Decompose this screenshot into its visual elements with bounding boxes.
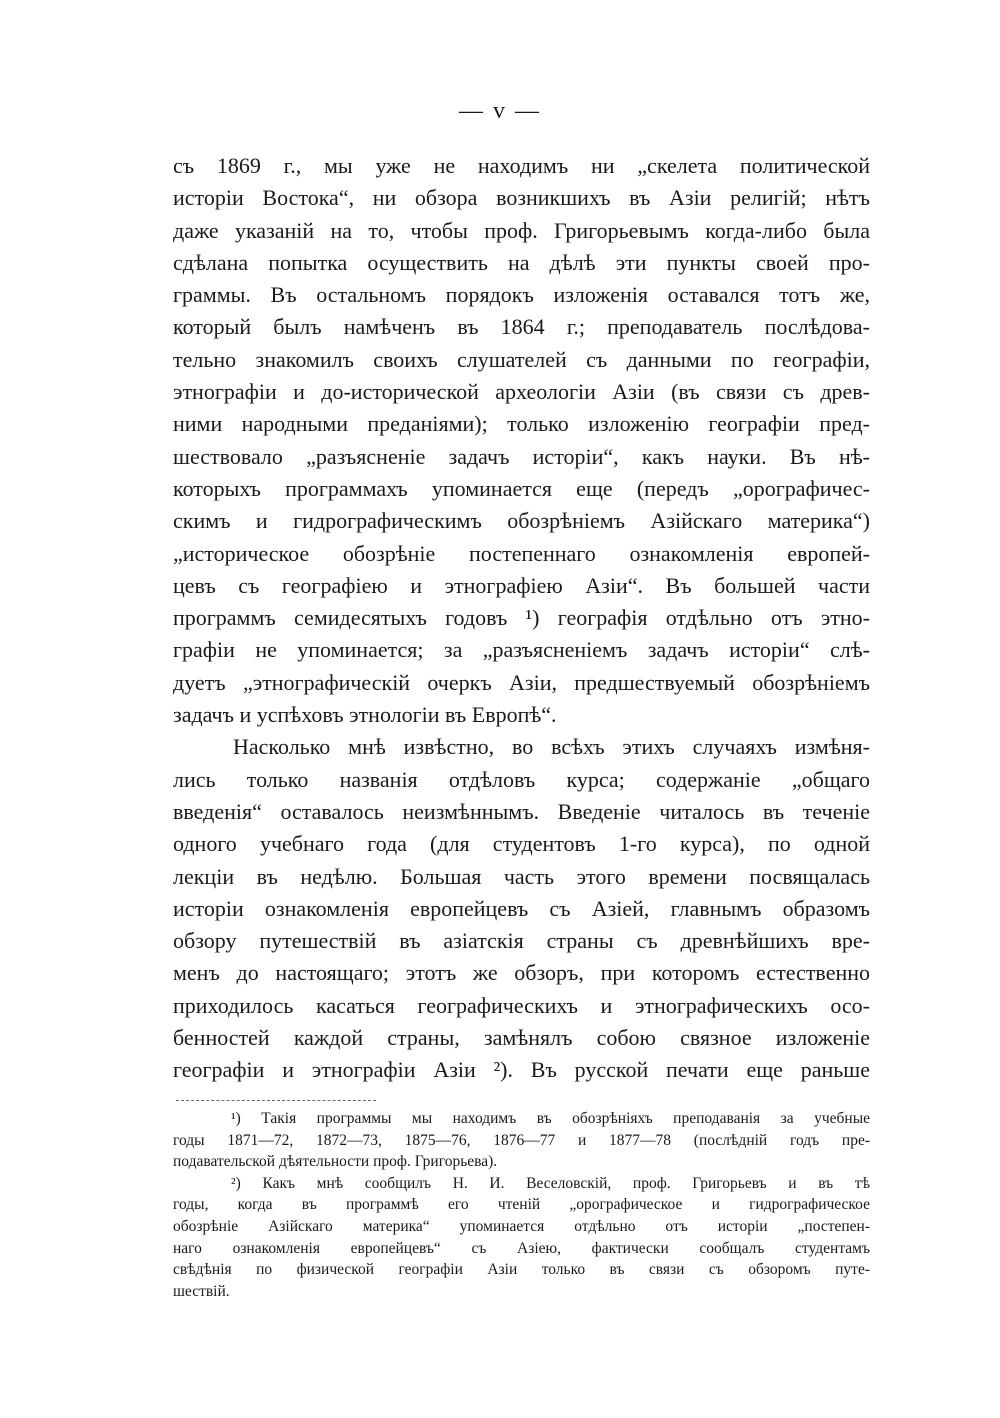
footnote-line: шествій. xyxy=(173,1282,230,1300)
body-line: введенія“ оставалось неизмѣннымъ. Введеніе читалось въ теченіе xyxy=(173,798,870,824)
body-line: географіи и этнографіи Азіи ²). Въ русской печати еще раньше xyxy=(173,1057,870,1083)
body-line: лекціи въ недѣлю. Большая часть этого времени посвящалась xyxy=(173,863,870,889)
body-line: обзору путешествій въ азіатскія страны съ древнѣйшихъ вре- xyxy=(173,928,870,954)
body-line: одного учебнаго года (для студентовъ 1-го курса), по одной xyxy=(173,831,870,857)
body-line: дуетъ „этнографическій очеркъ Азіи, предшествуемый обозрѣніемъ xyxy=(173,669,870,695)
body-line: даже указаній на то, чтобы проф. Григорьевымъ когда-либо была xyxy=(173,217,870,243)
body-line: граммы. Въ остальномъ порядокъ изложенія оставался тотъ же, xyxy=(173,282,870,308)
body-line: которыхъ программахъ упоминается еще (передъ „орографичес- xyxy=(173,475,870,501)
footnote-separator xyxy=(176,1100,376,1101)
footnote-line: годы, когда въ программѣ его чтеній „орографическое и гидрографическое xyxy=(173,1196,870,1214)
footnote-line: наго ознакомленія европейцевъ“ съ Азіею, фактически сообщалъ студентамъ xyxy=(173,1239,870,1257)
body-line: графіи не упоминается; за „разъясненіемъ задачъ исторіи“ слѣ- xyxy=(173,637,870,663)
footnote-line: обозрѣніе Азійскаго материка“ упоминается отдѣльно отъ исторіи „постепен- xyxy=(173,1217,870,1235)
body-line: лись только названія отдѣловъ курса; содержаніе „общаго xyxy=(173,766,870,792)
body-line: бенностей каждой страны, замѣнялъ собою связное изложеніе xyxy=(173,1025,870,1051)
footnote-line: подавательской дѣятельности проф. Григорьева). xyxy=(173,1153,498,1171)
footnote-line: ²) Какъ мнѣ сообщилъ Н. И. Веселовскій, проф. Григорьевъ и въ тѣ xyxy=(231,1174,870,1192)
body-line: сдѣлана попытка осуществить на дѣлѣ эти пункты своей про- xyxy=(173,249,870,275)
body-line: скимъ и гидрографическимъ обозрѣніемъ Азійскаго материка“) xyxy=(173,508,870,534)
body-line: цевъ съ географіею и этнографіею Азіи“. Въ большей части xyxy=(173,572,870,598)
footnote-line: ¹) Такія программы мы находимъ въ обозрѣніяхъ преподаванія за учебные xyxy=(231,1110,870,1127)
body-line: который былъ намѣченъ въ 1864 г.; преподаватель послѣдова- xyxy=(173,314,870,340)
body-line: этнографіи и до-исторической археологіи Азіи (въ связи съ древ- xyxy=(173,379,870,405)
body-line: шествовало „разъясненіе задачъ исторіи“, какъ науки. Въ нѣ- xyxy=(173,443,870,469)
body-line: приходилось касаться географическихъ и этнографическихъ осо- xyxy=(173,992,870,1018)
body-line: исторіи ознакомленія европейцевъ съ Азіей, главнымъ образомъ xyxy=(173,895,870,921)
body-line: исторіи Востока“, ни обзора возникшихъ въ Азіи религій; нѣтъ xyxy=(173,185,870,211)
body-line: менъ до настоящаго; этотъ же обзоръ, при которомъ естественно xyxy=(173,960,870,986)
body-line: „историческое обозрѣніе постепеннаго ознакомленія европей- xyxy=(173,540,870,566)
body-line: ними народными преданіями); только изложенію географіи пред- xyxy=(173,411,870,437)
footnote-line: годы 1871—72, 1872—73, 1875—76, 1876—77 и 1877—78 (послѣдній годъ пре- xyxy=(173,1131,870,1149)
body-line: Насколько мнѣ извѣстно, во всѣхъ этихъ случаяхъ измѣня- xyxy=(233,734,870,760)
footnote-line: свѣдѣнія по физической географіи Азіи только въ связи съ обзоромъ путе- xyxy=(173,1261,870,1279)
body-line: тельно знакомилъ своихъ слушателей съ данными по географіи, xyxy=(173,346,870,372)
body-line: съ 1869 г., мы уже не находимъ ни „скелета политической xyxy=(173,153,870,178)
footnotes xyxy=(173,1108,870,1302)
body-text xyxy=(173,150,870,1087)
body-line: задачъ и успѣховъ этнологіи въ Европѣ“. xyxy=(173,702,557,728)
body-line: программъ семидесятыхъ годовъ ¹) географія отдѣльно отъ этно- xyxy=(173,605,870,631)
page-number: — v — xyxy=(459,98,541,124)
